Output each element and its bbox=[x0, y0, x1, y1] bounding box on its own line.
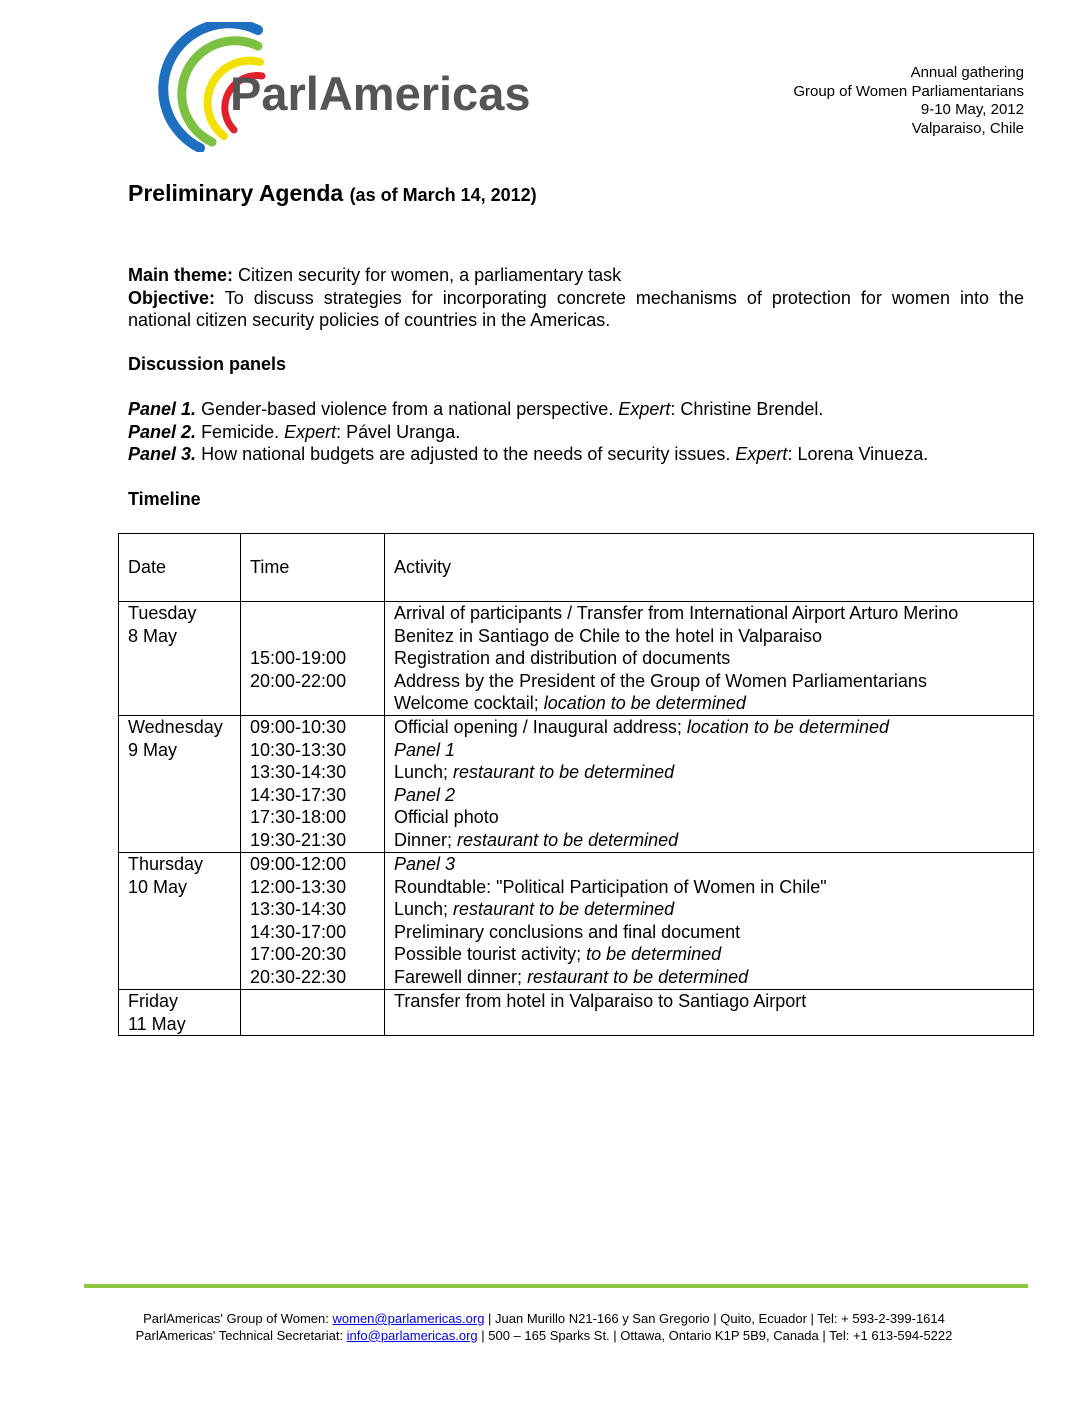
table-row bbox=[119, 990, 1034, 1036]
discussion-panels-heading bbox=[128, 353, 1024, 376]
event-type: Annual gathering bbox=[910, 64, 1024, 81]
activity-note: restaurant to be determined bbox=[527, 966, 749, 987]
activity-note: restaurant to be determined bbox=[453, 899, 675, 919]
activity-item bbox=[394, 943, 1025, 966]
time-slot: 13:30-14:30 bbox=[250, 762, 347, 782]
timeline-rows bbox=[119, 602, 1034, 1036]
expert-label: Expert bbox=[284, 421, 337, 442]
objective-text: To discuss strategies for incorporating concrete mechanisms of protection for women into the national citizen security policies of countries in the Americas. bbox=[128, 287, 1024, 330]
time-slot: 20:00-22:00 bbox=[250, 670, 347, 691]
weekday: Thursday bbox=[128, 854, 204, 874]
date-cell bbox=[119, 716, 241, 853]
main-theme bbox=[128, 264, 1024, 287]
table-row bbox=[119, 602, 1034, 716]
activity-text: Official opening / Inaugural address; bbox=[394, 717, 687, 737]
time-cell bbox=[241, 716, 385, 853]
activity-text: Lunch; bbox=[394, 899, 454, 919]
activity-item bbox=[394, 739, 1025, 762]
panel-item bbox=[128, 443, 1024, 466]
footer-text: | 500 – 165 Sparks St. | Ottawa, Ontario K1P 5B9, Canada | Tel: +1 613-594-5222 bbox=[477, 1327, 953, 1343]
activity-note: Panel 2 bbox=[394, 784, 456, 805]
title-main: Preliminary Agenda bbox=[128, 180, 344, 206]
time-slot: 13:30-14:30 bbox=[250, 899, 347, 919]
panel-label: Panel 2. bbox=[128, 421, 197, 442]
footer-text: ParlAmericas' Technical Secretariat: bbox=[135, 1327, 347, 1343]
page-title bbox=[128, 180, 537, 207]
logo-wordmark: ParlAmericas bbox=[230, 67, 531, 120]
event-dates: 9-10 May, 2012 bbox=[920, 101, 1024, 118]
activity-item bbox=[394, 921, 1025, 944]
date-cell bbox=[119, 602, 241, 716]
theme-objective bbox=[128, 264, 1024, 332]
activity-text: Roundtable: "Political Participation of Women in Chile" bbox=[394, 876, 827, 897]
activity-item bbox=[394, 602, 1025, 625]
footer-text: ParlAmericas' Group of Women: bbox=[143, 1311, 333, 1326]
time-slot: 15:00-19:00 bbox=[250, 648, 347, 668]
column-header-date: Date bbox=[119, 534, 241, 602]
email-link-info[interactable]: info@parlamericas.org bbox=[346, 1327, 478, 1343]
panel-text: Gender-based violence from a national perspective. bbox=[201, 399, 614, 419]
activity-text: Address by the President of the Group of Women Parliamentarians bbox=[394, 670, 927, 691]
section-heading: Discussion panels bbox=[128, 354, 287, 374]
date-cell bbox=[119, 853, 241, 990]
email-link-women[interactable]: women@parlamericas.org bbox=[332, 1311, 485, 1326]
expert-name: : Christine Brendel. bbox=[670, 399, 824, 419]
date: 10 May bbox=[128, 876, 188, 897]
activity-cell bbox=[385, 716, 1034, 853]
time-slot: 10:30-13:30 bbox=[250, 739, 347, 760]
activity-cell bbox=[385, 602, 1034, 716]
activity-note: to be determined bbox=[586, 944, 722, 964]
time-slot: 20:30-22:30 bbox=[250, 966, 347, 987]
event-group: Group of Women Parliamentarians bbox=[793, 82, 1024, 100]
objective-label: Objective: bbox=[128, 287, 216, 308]
activity-item bbox=[394, 898, 1025, 921]
activity-item bbox=[394, 876, 1025, 899]
expert-label: Expert bbox=[735, 444, 788, 464]
activity-text: Lunch; bbox=[394, 762, 454, 782]
activity-item bbox=[394, 990, 1025, 1013]
date: 11 May bbox=[128, 1013, 186, 1034]
time-slot: 19:30-21:30 bbox=[250, 829, 347, 850]
timeline-heading bbox=[128, 488, 1024, 511]
activity-note: Panel 1 bbox=[394, 739, 456, 760]
time-slot bbox=[250, 692, 376, 715]
time-slot: 17:00-20:30 bbox=[250, 944, 347, 964]
footer-divider bbox=[84, 1284, 1028, 1288]
weekday: Wednesday bbox=[128, 717, 223, 737]
activity-note: restaurant to be determined bbox=[457, 829, 679, 850]
panel-list bbox=[128, 398, 1024, 466]
activity-item bbox=[394, 647, 1025, 670]
time-slot bbox=[250, 990, 376, 1013]
table-row bbox=[119, 716, 1034, 853]
date: 8 May bbox=[128, 625, 178, 646]
activity-text: Arrival of participants / Transfer from International Airport Arturo Merino bbox=[394, 603, 959, 623]
expert-name: : Lorena Vinueza. bbox=[787, 444, 929, 464]
footer-line-secretariat bbox=[0, 1328, 1088, 1345]
timeline-table bbox=[118, 533, 1034, 1036]
activity-text: Benitez in Santiago de Chile to the hotel in Valparaiso bbox=[394, 625, 822, 646]
activity-note: location to be determined bbox=[543, 693, 746, 713]
event-info bbox=[793, 64, 1024, 138]
main-theme-label: Main theme: bbox=[128, 265, 234, 285]
time-slot: 14:30-17:00 bbox=[250, 921, 347, 942]
table-row bbox=[119, 853, 1034, 990]
panel-label: Panel 1. bbox=[128, 399, 197, 419]
activity-text: Official photo bbox=[394, 807, 499, 827]
time-slot: 12:00-13:30 bbox=[250, 876, 347, 897]
activity-cell bbox=[385, 990, 1034, 1036]
activity-item bbox=[394, 784, 1025, 807]
date-cell bbox=[119, 990, 241, 1036]
expert-label: Expert bbox=[618, 399, 671, 419]
table-header-row bbox=[119, 534, 1034, 602]
activity-text: Dinner; bbox=[394, 829, 458, 850]
section-heading: Timeline bbox=[128, 489, 201, 509]
activity-note: location to be determined bbox=[686, 717, 889, 737]
activity-item bbox=[394, 716, 1025, 739]
activity-item bbox=[394, 966, 1025, 989]
weekday: Tuesday bbox=[128, 603, 197, 623]
panel-text: How national budgets are adjusted to the needs of security issues. bbox=[201, 444, 731, 464]
time-slot: 09:00-12:00 bbox=[250, 854, 347, 874]
activity-item bbox=[394, 853, 1025, 876]
activity-item bbox=[394, 625, 1025, 648]
panel-label: Panel 3. bbox=[128, 444, 197, 464]
weekday: Friday bbox=[128, 991, 179, 1011]
time-slot: 09:00-10:30 bbox=[250, 717, 347, 737]
activity-item bbox=[394, 829, 1025, 852]
objective bbox=[128, 287, 1024, 332]
time-slot bbox=[250, 602, 376, 625]
column-header-time: Time bbox=[241, 534, 385, 602]
panel-item bbox=[128, 421, 1024, 444]
panel-text: Femicide. bbox=[201, 421, 280, 442]
activity-text: Welcome cocktail; bbox=[394, 693, 544, 713]
activity-note: restaurant to be determined bbox=[453, 762, 675, 782]
time-cell bbox=[241, 990, 385, 1036]
activity-text: Farewell dinner; bbox=[394, 966, 528, 987]
main-theme-text: Citizen security for women, a parliamentary task bbox=[238, 265, 622, 285]
footer-line-group bbox=[0, 1311, 1088, 1328]
column-header-activity: Activity bbox=[385, 534, 1034, 602]
footer-text: | Juan Murillo N21-166 y San Gregorio | Quito, Ecuador | Tel: + 593-2-399-1614 bbox=[484, 1311, 945, 1326]
activity-text: Possible tourist activity; bbox=[394, 944, 587, 964]
activity-item bbox=[394, 670, 1025, 693]
panel-item bbox=[128, 398, 1024, 421]
time-slot bbox=[250, 625, 376, 648]
time-cell bbox=[241, 853, 385, 990]
expert-name: : Pável Uranga. bbox=[336, 421, 461, 442]
activity-item bbox=[394, 806, 1025, 829]
activity-text: Preliminary conclusions and final document bbox=[394, 921, 741, 942]
activity-item bbox=[394, 761, 1025, 784]
date: 9 May bbox=[128, 739, 178, 760]
parlamericas-logo bbox=[138, 22, 598, 152]
activity-note: Panel 3 bbox=[394, 854, 456, 874]
time-slot: 14:30-17:30 bbox=[250, 784, 347, 805]
activity-cell bbox=[385, 853, 1034, 990]
footer bbox=[0, 1311, 1088, 1344]
activity-text: Registration and distribution of documents bbox=[394, 648, 731, 668]
time-slot: 17:30-18:00 bbox=[250, 807, 347, 827]
time-cell bbox=[241, 602, 385, 716]
activity-text: Transfer from hotel in Valparaiso to Santiago Airport bbox=[394, 991, 807, 1011]
activity-item bbox=[394, 692, 1025, 715]
event-location: Valparaiso, Chile bbox=[911, 119, 1024, 137]
title-sub: (as of March 14, 2012) bbox=[349, 185, 537, 205]
